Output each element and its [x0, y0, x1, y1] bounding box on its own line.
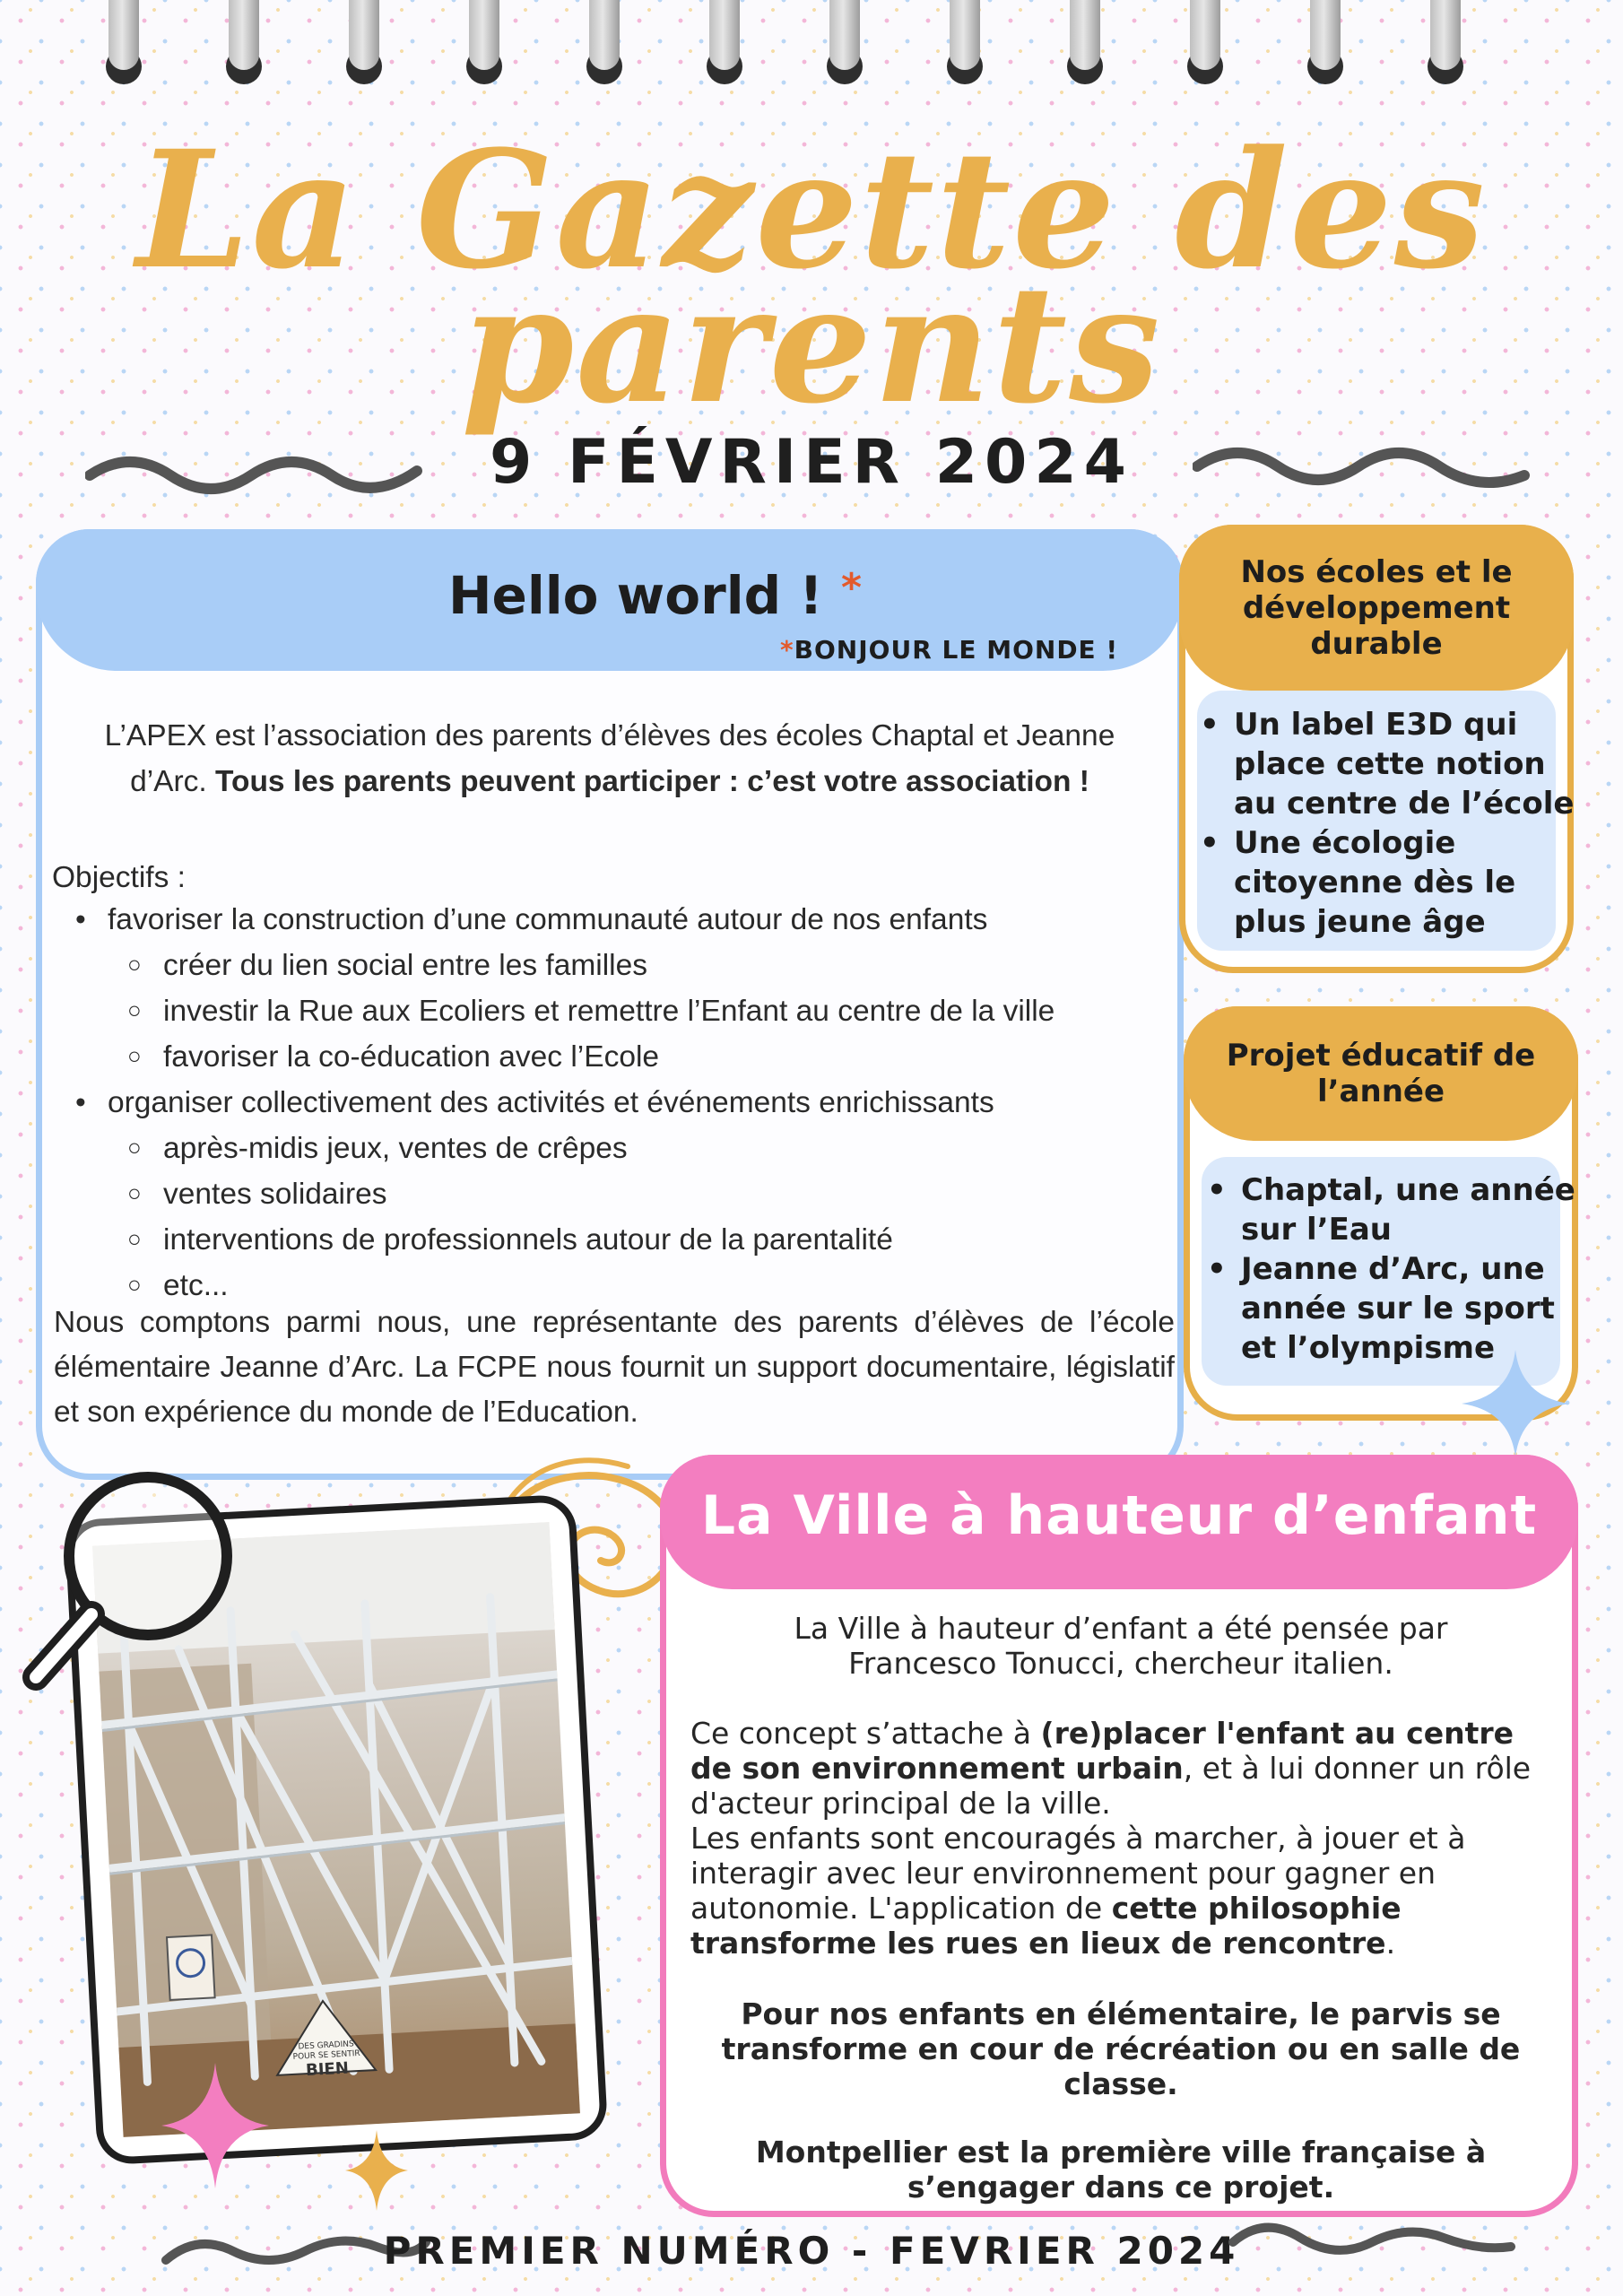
binding-ring — [589, 0, 620, 70]
ville-title: La Ville à hauteur d’enfant — [700, 1484, 1538, 1547]
photo-sign — [285, 2039, 368, 2082]
page-title-line-2: parents — [461, 250, 1162, 439]
pink-sparkle-icon — [161, 2063, 269, 2188]
apex-intro-bold: Tous les parents peuvent participer : c’est votre association ! — [215, 765, 1089, 798]
subtitle-asterisk: * — [780, 635, 794, 665]
sign-line: DES GRADINS — [298, 2039, 354, 2052]
binding-ring — [1190, 0, 1220, 70]
apex-intro-text: L’APEX est l’association des parents d’élèves des écoles Chaptal et Jeanne d’Arc. — [104, 719, 1115, 798]
goals-list — [108, 897, 1166, 1309]
binding-ring — [229, 0, 259, 70]
goal-subitem: ○ favoriser la co-éducation avec l’Ecole — [163, 1034, 1166, 1080]
apex-intro — [63, 713, 1157, 804]
projet-header: Projet éducatif de l’année — [1184, 1006, 1578, 1141]
ville-p3-bold: cette philosophie transforme les rues en lieux de rencontre — [690, 1891, 1402, 1961]
projet-item: • Chaptal, une année sur l’Eau — [1241, 1170, 1577, 1249]
projet-list — [1241, 1170, 1577, 1368]
magnifying-glass-icon — [9, 1462, 242, 1704]
hello-world-subtitle — [780, 635, 1118, 665]
subtitle-text: BONJOUR LE MONDE ! — [794, 635, 1119, 665]
binding-ring — [469, 0, 499, 70]
hello-world-title — [448, 565, 862, 626]
hello-world-title-text: Hello world ! — [448, 565, 823, 626]
ville-p3-text-end: . — [1385, 1926, 1396, 1961]
sign-line-big: BIEN — [305, 2058, 350, 2081]
ville-p2-text-end: , et à lui donner un rôle d'acteur principal de la ville. — [690, 1751, 1532, 1821]
goal-subitem: ○ investir la Rue aux Ecoliers et remettre l’Enfant au centre de la ville — [163, 988, 1166, 1034]
ville-paragraph-4: Pour nos enfants en élémentaire, le parvis se transforme en cour de récréation ou en salle de classe. — [721, 1996, 1521, 2101]
ecoles-item: • Une écologie citoyenne dès le plus jeune âge — [1234, 823, 1575, 942]
goal-item: • organiser collectivement des activités et événements enrichissants — [108, 1080, 1166, 1126]
ville-paragraph-5: Montpellier est la première ville française à s’engager dans ce projet. — [755, 2135, 1487, 2205]
goal-subitem: ○ ventes solidaires — [163, 1171, 1166, 1217]
page-title-line-1: La Gazette des — [135, 116, 1488, 305]
goal-subitem: ○ créer du lien social entre les familles — [163, 943, 1166, 988]
ville-p2-text: Ce concept s’attache à — [690, 1716, 1041, 1751]
asterisk-mark: * — [840, 565, 862, 611]
footer-wave-right — [1228, 2215, 1515, 2269]
footer-text: PREMIER NUMÉRO - FEVRIER 2024 — [383, 2229, 1240, 2273]
binding-ring — [950, 0, 980, 70]
goal-subitem: ○ interventions de professionnels autour de la parentalité — [163, 1217, 1166, 1263]
ecoles-item: • Un label E3D qui place cette notion au centre de l’école — [1234, 705, 1575, 823]
blue-sparkle-icon — [1462, 1350, 1569, 1457]
ecoles-header: Nos écoles et le développement durable — [1179, 525, 1574, 691]
issue-date: 9 FÉVRIER 2024 — [490, 427, 1133, 498]
wave-decoration-right — [1193, 439, 1533, 493]
binding-ring — [1070, 0, 1100, 70]
ville-paragraph-2 — [690, 1716, 1560, 1821]
ville-paragraph-1: La Ville à hauteur d’enfant a été pensée par Francesco Tonucci, chercheur italien. — [794, 1611, 1448, 1681]
goal-subitem: ○ après-midis jeux, ventes de crêpes — [163, 1126, 1166, 1171]
binding-ring — [1310, 0, 1341, 70]
ville-p3-text: Les enfants sont encouragés à marcher, à jouer et à interagir avec leur environnement pour gagner en autonomie. L'application de — [690, 1821, 1466, 1926]
binding-ring — [349, 0, 379, 70]
goal-subitem: ○ etc... — [163, 1263, 1166, 1309]
binding-ring — [108, 0, 139, 70]
projet-item: • Jeanne d’Arc, une année sur le sport et l’olympisme — [1241, 1249, 1577, 1368]
objectifs-label: Objectifs : — [52, 861, 186, 894]
fcpe-paragraph: Nous comptons parmi nous, une représentante des parents d’élèves de l’école élémentaire Jeanne d’Arc. La FCPE nous fournit un support documentaire, législatif et son expérience du monde de l’Education. — [54, 1306, 1175, 1429]
sign-line: POUR SE SENTIR — [292, 2048, 360, 2062]
binding-ring — [829, 0, 860, 70]
ecoles-list — [1234, 705, 1575, 942]
binding-ring — [1430, 0, 1461, 70]
gold-sparkle-icon — [345, 2130, 408, 2211]
goal-item: • favoriser la construction d’une communauté autour de nos enfants — [108, 897, 1166, 943]
ville-paragraph-3 — [690, 1821, 1560, 1961]
ville-p2-bold: (re)placer l'enfant au centre de son environnement urbain — [690, 1716, 1515, 1786]
binding-ring — [709, 0, 740, 70]
